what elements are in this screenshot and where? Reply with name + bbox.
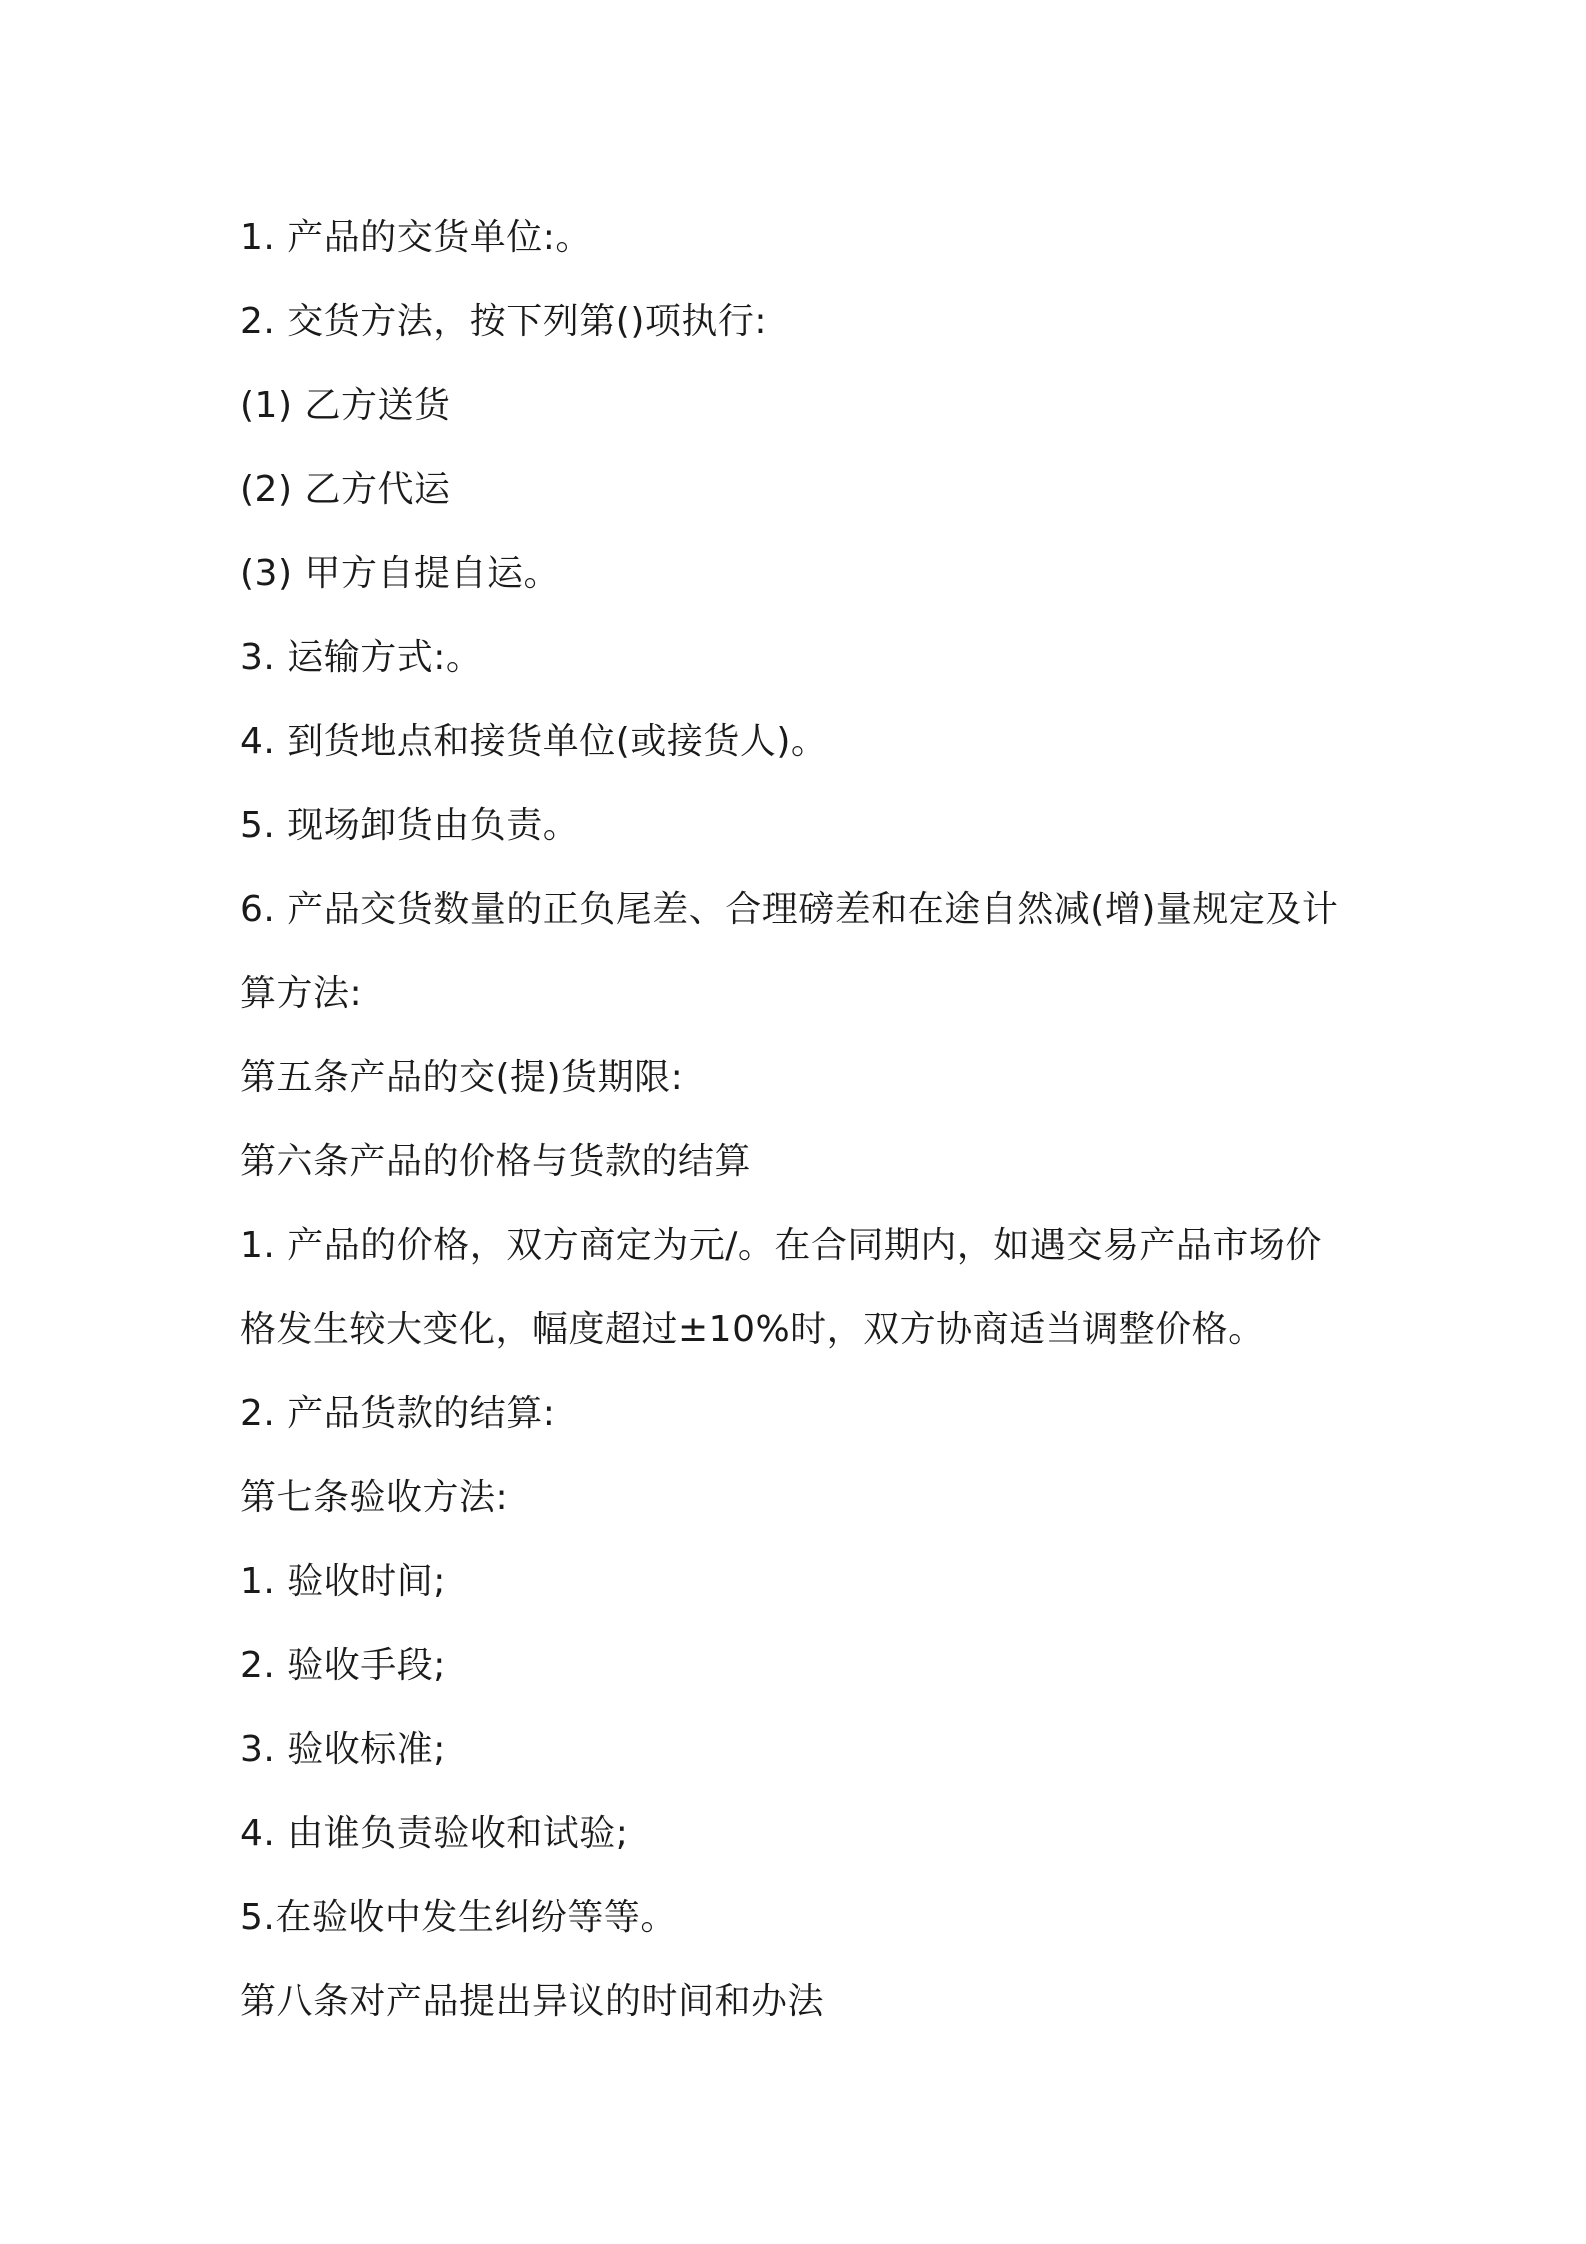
item-inspection-standard: 3. 验收标准; [240,1729,446,1770]
item-quantity-tolerance-cont: 算方法: [240,973,363,1014]
option-buyer-pickup: (3) 甲方自提自运。 [240,553,560,594]
item-inspection-time: 1. 验收时间; [240,1561,446,1602]
document-body [240,196,1360,2044]
item-inspection-means: 2. 验收手段; [240,1645,446,1686]
item-price-cont: 格发生较大变化，幅度超过±10%时，双方协商适当调整价格。 [240,1309,1265,1350]
article-6-heading: 第六条产品的价格与货款的结算 [240,1141,752,1182]
article-7-heading: 第七条验收方法: [240,1477,509,1518]
item-price: 1. 产品的价格，双方商定为元/。在合同期内，如遇交易产品市场价 [240,1225,1322,1266]
article-8-heading: 第八条对产品提出异议的时间和办法 [240,1981,825,2022]
item-arrival-location: 4. 到货地点和接货单位(或接货人)。 [240,721,828,762]
option-seller-delivers: (1) 乙方送货 [240,385,451,426]
item-inspection-responsible: 4. 由谁负责验收和试验; [240,1813,629,1854]
article-5-heading: 第五条产品的交(提)货期限: [240,1057,684,1098]
item-unloading: 5. 现场卸货由负责。 [240,805,580,846]
item-settlement: 2. 产品货款的结算: [240,1393,556,1434]
item-quantity-tolerance: 6. 产品交货数量的正负尾差、合理磅差和在途自然减(增)量规定及计 [240,889,1339,930]
item-delivery-method: 2. 交货方法，按下列第()项执行: [240,301,768,342]
option-seller-ships: (2) 乙方代运 [240,469,451,510]
item-delivery-unit: 1. 产品的交货单位:。 [240,217,592,258]
item-inspection-disputes: 5.在验收中发生纠纷等等。 [240,1897,677,1938]
item-transport-mode: 3. 运输方式:。 [240,637,483,678]
